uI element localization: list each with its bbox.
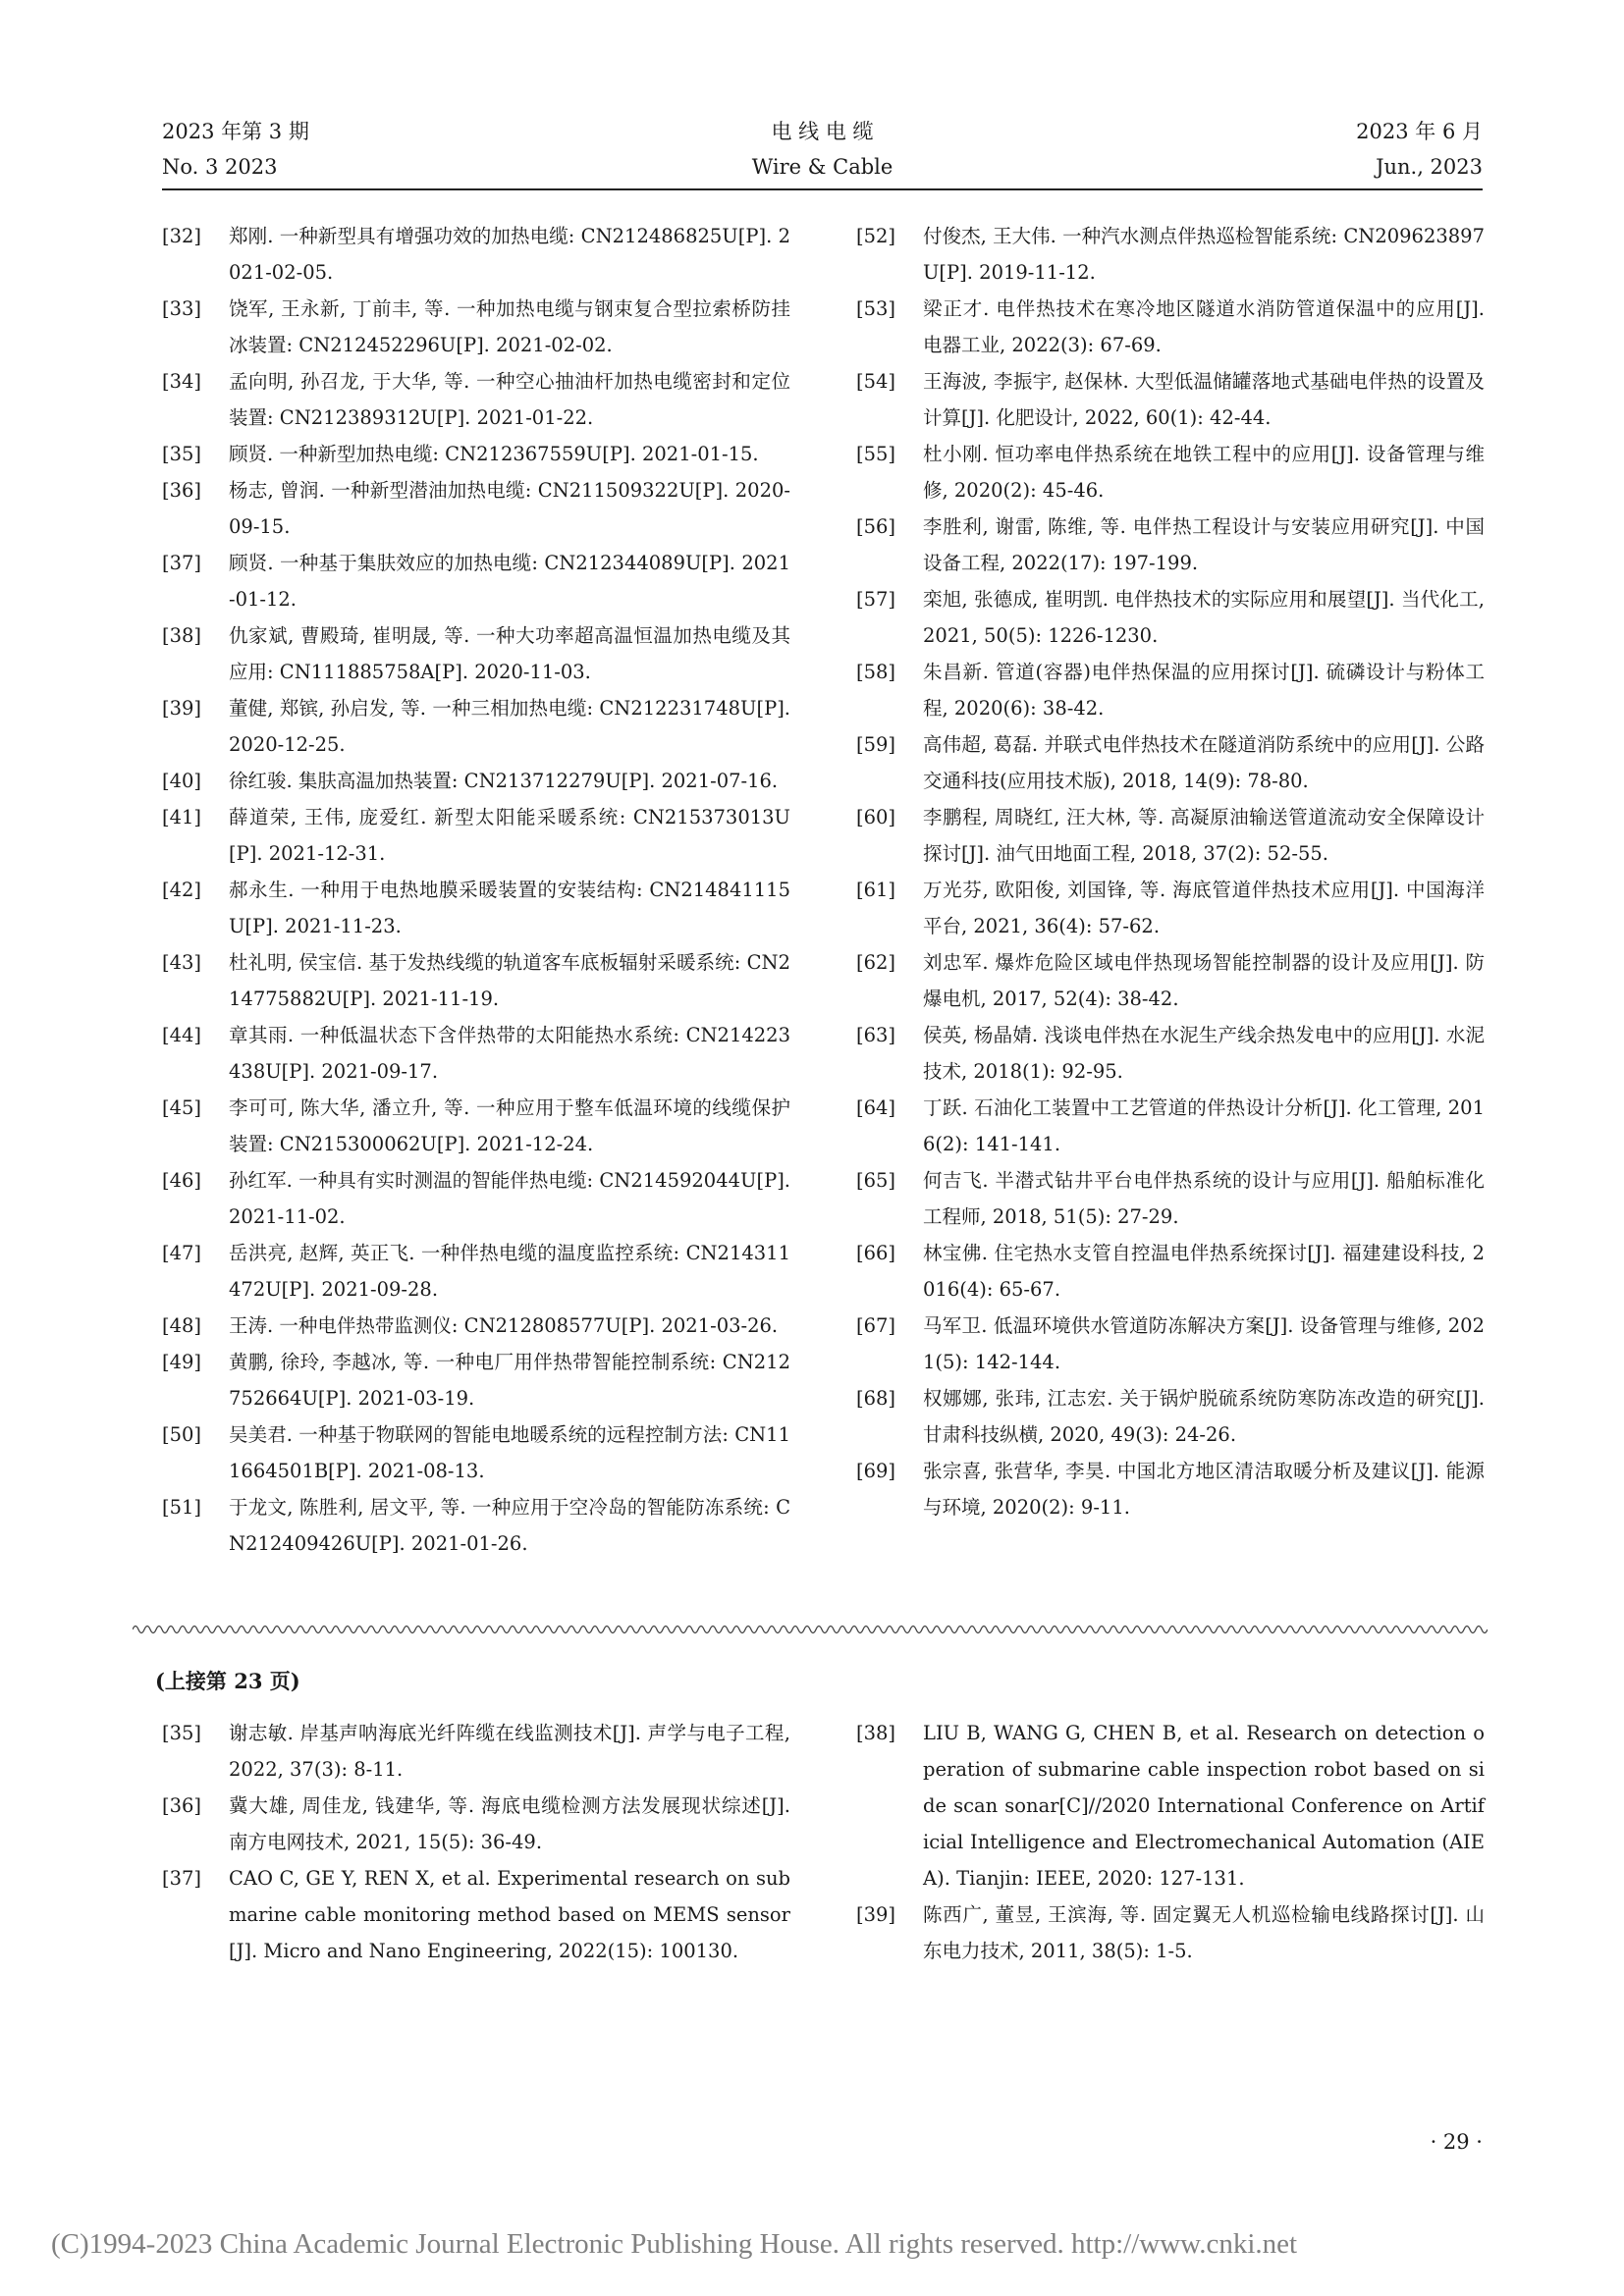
ornamental-divider (133, 1622, 1488, 1637)
reference-entry (162, 363, 790, 436)
reference-number: [34] (162, 370, 202, 393)
reference-number: [55] (856, 443, 896, 465)
header-journal (162, 114, 1483, 185)
reference-number: [37] (162, 552, 202, 574)
reference-entry (162, 545, 790, 617)
reference-number: [64] (856, 1096, 896, 1119)
reference-entry (162, 799, 790, 872)
reference-text: 于龙文, 陈胜利, 居文平, 等. 一种应用于空冷岛的智能防冻系统: CN212409426U[P]. 2021-01-26. (229, 1496, 790, 1555)
reference-entry (856, 1715, 1485, 1896)
reference-entry (856, 508, 1485, 581)
reference-text: 朱昌新. 管道(容器)电伴热保温的应用探讨[J]. 硫磷设计与粉体工程, 2020(6): 38-42. (923, 661, 1485, 720)
reference-number: [65] (856, 1169, 896, 1192)
reference-text: 顾贤. 一种新型加热电缆: CN212367559U[P]. 2021-01-15. (229, 443, 759, 465)
reference-entry (162, 1017, 790, 1090)
journal-title-en: Wire & Cable (751, 155, 893, 179)
reference-number: [63] (856, 1024, 896, 1046)
reference-entry (162, 1489, 790, 1562)
reference-text: 丁跃. 石油化工装置中工艺管道的伴热设计分析[J]. 化工管理, 2016(2): 141-141. (923, 1096, 1485, 1155)
reference-entry (856, 1162, 1485, 1235)
reference-entry (856, 581, 1485, 654)
reference-number: [62] (856, 951, 896, 974)
reference-number: [46] (162, 1169, 202, 1192)
reference-text: CAO C, GE Y, REN X, et al. Experimental research on submarine cable monitoring method based on MEMS sensor[J]. Micro and Nano Engineering, 2022(15): 100130. (229, 1867, 790, 1962)
reference-entry (856, 291, 1485, 363)
reference-text: 马军卫. 低温环境供水管道防冻解决方案[J]. 设备管理与维修, 2021(5): 142-144. (923, 1314, 1485, 1373)
reference-entry (162, 218, 790, 291)
reference-number: [38] (162, 624, 202, 647)
reference-number: [42] (162, 879, 202, 901)
reference-entry (856, 218, 1485, 291)
reference-entry (856, 654, 1485, 726)
reference-text: 郝永生. 一种用于电热地膜采暖装置的安装结构: CN214841115U[P]. 2021-11-23. (229, 879, 790, 937)
reference-entry (162, 1788, 790, 1860)
reference-entry (856, 363, 1485, 436)
header-date-cn: 2023 年 6 月 (1356, 120, 1483, 143)
reference-text: 张宗喜, 张营华, 李昊. 中国北方地区清洁取暖分析及建议[J]. 能源与环境, 2020(2): 9-11. (923, 1460, 1485, 1519)
reference-number: [41] (162, 806, 202, 828)
reference-number: [51] (162, 1496, 202, 1519)
reference-text: LIU B, WANG G, CHEN B, et al. Research on detection operation of submarine cable inspection robot based on side scan sonar[C]//2020 International Conference on Artificial Intelligence and Electromechanical Automation (AIEA). Tianjin: IEEE, 2020: 127-131. (923, 1722, 1485, 1890)
reference-entry (162, 1416, 790, 1489)
copyright-notice: (C)1994-2023 China Academic Journal Electronic Publishing House. All rights reserved. http://www.cnki.net (51, 2228, 1298, 2260)
reference-number: [38] (856, 1722, 896, 1744)
header-issue-en: No. 3 2023 (162, 155, 278, 179)
reference-entry (856, 799, 1485, 872)
reference-text: 栾旭, 张德成, 崔明凯. 电伴热技术的实际应用和展望[J]. 当代化工, 2021, 50(5): 1226-1230. (923, 588, 1485, 647)
references-right-column (856, 218, 1485, 1525)
reference-entry (856, 1453, 1485, 1525)
reference-entry (162, 291, 790, 363)
reference-entry (162, 1344, 790, 1416)
reference-text: 郑刚. 一种新型具有增强功效的加热电缆: CN212486825U[P]. 2021-02-05. (229, 225, 790, 284)
reference-number: [52] (856, 225, 896, 247)
reference-entry (162, 1308, 790, 1344)
reference-number: [32] (162, 225, 202, 247)
reference-text: 陈西广, 董昱, 王滨海, 等. 固定翼无人机巡检输电线路探讨[J]. 山东电力技术, 2011, 38(5): 1-5. (923, 1903, 1485, 1962)
reference-number: [66] (856, 1242, 896, 1264)
reference-text: 孙红军. 一种具有实时测温的智能伴热电缆: CN214592044U[P]. 2021-11-02. (229, 1169, 790, 1228)
reference-text: 侯英, 杨晶婧. 浅谈电伴热在水泥生产线余热发电中的应用[J]. 水泥技术, 2018(1): 92-95. (923, 1024, 1485, 1083)
reference-text: 权娜娜, 张玮, 江志宏. 关于锅炉脱硫系统防寒防冻改造的研究[J]. 甘肃科技纵横, 2020, 49(3): 24-26. (923, 1387, 1485, 1446)
reference-number: [49] (162, 1351, 202, 1373)
header-date-en: Jun., 2023 (1376, 155, 1483, 179)
reference-text: 章其雨. 一种低温状态下含伴热带的太阳能热水系统: CN214223438U[P]. 2021-09-17. (229, 1024, 790, 1083)
reference-entry (856, 1017, 1485, 1090)
reference-text: 高伟超, 葛磊. 并联式电伴热技术在隧道消防系统中的应用[J]. 公路交通科技(应用技术版), 2018, 14(9): 78-80. (923, 733, 1485, 792)
reference-entry (856, 726, 1485, 799)
reference-entry (856, 1090, 1485, 1162)
reference-text: 付俊杰, 王大伟. 一种汽水测点伴热巡检智能系统: CN209623897U[P]. 2019-11-12. (923, 225, 1485, 284)
reference-text: 杨志, 曾润. 一种新型潜油加热电缆: CN211509322U[P]. 2020-09-15. (229, 479, 790, 538)
reference-entry (162, 436, 790, 472)
reference-number: [54] (856, 370, 896, 393)
reference-number: [35] (162, 443, 202, 465)
page-header (162, 110, 1483, 190)
header-issue-cn: 2023 年第 3 期 (162, 120, 309, 143)
reference-entry (162, 763, 790, 799)
reference-number: [60] (856, 806, 896, 828)
reference-number: [48] (162, 1314, 202, 1337)
reference-text: 王涛. 一种电伴热带监测仪: CN212808577U[P]. 2021-03-26. (229, 1314, 779, 1337)
continued-references-left-column (162, 1715, 790, 1969)
reference-number: [68] (856, 1387, 896, 1410)
reference-text: 李鹏程, 周晓红, 汪大林, 等. 高凝原油输送管道流动安全保障设计探讨[J]. 油气田地面工程, 2018, 37(2): 52-55. (923, 806, 1485, 865)
reference-number: [61] (856, 879, 896, 901)
reference-entry (856, 436, 1485, 508)
reference-text: 冀大雄, 周佳龙, 钱建华, 等. 海底电缆检测方法发展现状综述[J]. 南方电网技术, 2021, 15(5): 36-49. (229, 1794, 790, 1853)
reference-number: [35] (162, 1722, 202, 1744)
reference-number: [43] (162, 951, 202, 974)
reference-entry (162, 472, 790, 545)
reference-entry (162, 1162, 790, 1235)
reference-number: [59] (856, 733, 896, 756)
reference-number: [36] (162, 479, 202, 502)
reference-number: [45] (162, 1096, 202, 1119)
reference-entry (162, 944, 790, 1017)
reference-text: 万光芬, 欧阳俊, 刘国锋, 等. 海底管道伴热技术应用[J]. 中国海洋平台, 2021, 36(4): 57-62. (923, 879, 1485, 937)
reference-number: [50] (162, 1423, 202, 1446)
reference-number: [40] (162, 770, 202, 792)
reference-entry (856, 1896, 1485, 1969)
reference-number: [67] (856, 1314, 896, 1337)
page-number: · 29 · (1430, 2130, 1483, 2154)
reference-text: 薛道荣, 王伟, 庞爱红. 新型太阳能采暖系统: CN215373013U[P]. 2021-12-31. (229, 806, 790, 865)
reference-entry (162, 690, 790, 763)
reference-text: 李胜利, 谢雷, 陈维, 等. 电伴热工程设计与安装应用研究[J]. 中国设备工程, 2022(17): 197-199. (923, 515, 1485, 574)
reference-text: 徐红骏. 集肤高温加热装置: CN213712279U[P]. 2021-07-16. (229, 770, 779, 792)
reference-entry (162, 1235, 790, 1308)
reference-number: [57] (856, 588, 896, 611)
reference-number: [36] (162, 1794, 202, 1817)
reference-number: [69] (856, 1460, 896, 1482)
reference-text: 刘忠军. 爆炸危险区域电伴热现场智能控制器的设计及应用[J]. 防爆电机, 2017, 52(4): 38-42. (923, 951, 1485, 1010)
reference-entry (856, 1380, 1485, 1453)
reference-number: [37] (162, 1867, 202, 1890)
reference-number: [44] (162, 1024, 202, 1046)
reference-number: [33] (162, 297, 202, 320)
header-date (1356, 114, 1483, 185)
reference-text: 何吉飞. 半潜式钻井平台电伴热系统的设计与应用[J]. 船舶标准化工程师, 2018, 51(5): 27-29. (923, 1169, 1485, 1228)
reference-entry (162, 872, 790, 944)
reference-number: [39] (162, 697, 202, 720)
reference-number: [58] (856, 661, 896, 683)
reference-entry (162, 1090, 790, 1162)
continued-from-label: (上接第 23 页) (155, 1669, 300, 1693)
reference-text: 杜小刚. 恒功率电伴热系统在地铁工程中的应用[J]. 设备管理与维修, 2020(2): 45-46. (923, 443, 1485, 502)
reference-text: 孟向明, 孙召龙, 于大华, 等. 一种空心抽油杆加热电缆密封和定位装置: CN212389312U[P]. 2021-01-22. (229, 370, 790, 429)
reference-text: 王海波, 李振宇, 赵保林. 大型低温储罐落地式基础电伴热的设置及计算[J]. 化肥设计, 2022, 60(1): 42-44. (923, 370, 1485, 429)
journal-title-cn: 电 线 电 缆 (771, 120, 874, 143)
reference-number: [53] (856, 297, 896, 320)
reference-entry (162, 1715, 790, 1788)
reference-text: 顾贤. 一种基于集肤效应的加热电缆: CN212344089U[P]. 2021-01-12. (229, 552, 790, 611)
reference-entry (162, 1860, 790, 1969)
reference-text: 岳洪亮, 赵辉, 英正飞. 一种伴热电缆的温度监控系统: CN214311472U[P]. 2021-09-28. (229, 1242, 790, 1301)
reference-text: 董健, 郑镔, 孙启发, 等. 一种三相加热电缆: CN212231748U[P]. 2020-12-25. (229, 697, 790, 756)
reference-text: 吴美君. 一种基于物联网的智能电地暖系统的远程控制方法: CN111664501B[P]. 2021-08-13. (229, 1423, 790, 1482)
reference-entry (856, 944, 1485, 1017)
reference-text: 仇家斌, 曹殿琦, 崔明晟, 等. 一种大功率超高温恒温加热电缆及其应用: CN111885758A[P]. 2020-11-03. (229, 624, 790, 683)
reference-entry (856, 1308, 1485, 1380)
reference-text: 杜礼明, 侯宝信. 基于发热线缆的轨道客车底板辐射采暖系统: CN214775882U[P]. 2021-11-19. (229, 951, 790, 1010)
reference-number: [56] (856, 515, 896, 538)
reference-number: [47] (162, 1242, 202, 1264)
reference-text: 黄鹏, 徐玲, 李越冰, 等. 一种电厂用伴热带智能控制系统: CN212752664U[P]. 2021-03-19. (229, 1351, 790, 1410)
reference-text: 梁正才. 电伴热技术在寒冷地区隧道水消防管道保温中的应用[J]. 电器工业, 2022(3): 67-69. (923, 297, 1485, 356)
reference-entry (856, 1235, 1485, 1308)
reference-entry (162, 617, 790, 690)
reference-entry (856, 872, 1485, 944)
continued-references-right-column (856, 1715, 1485, 1969)
reference-text: 林宝佛. 住宅热水支管自控温电伴热系统探讨[J]. 福建建设科技, 2016(4): 65-67. (923, 1242, 1485, 1301)
reference-text: 谢志敏. 岸基声呐海底光纤阵缆在线监测技术[J]. 声学与电子工程, 2022, 37(3): 8-11. (229, 1722, 790, 1781)
references-left-column (162, 218, 790, 1562)
reference-text: 李可可, 陈大华, 潘立升, 等. 一种应用于整车低温环境的线缆保护装置: CN215300062U[P]. 2021-12-24. (229, 1096, 790, 1155)
reference-number: [39] (856, 1903, 896, 1926)
reference-text: 饶军, 王永新, 丁前丰, 等. 一种加热电缆与钢束复合型拉索桥防挂冰装置: CN212452296U[P]. 2021-02-02. (229, 297, 790, 356)
